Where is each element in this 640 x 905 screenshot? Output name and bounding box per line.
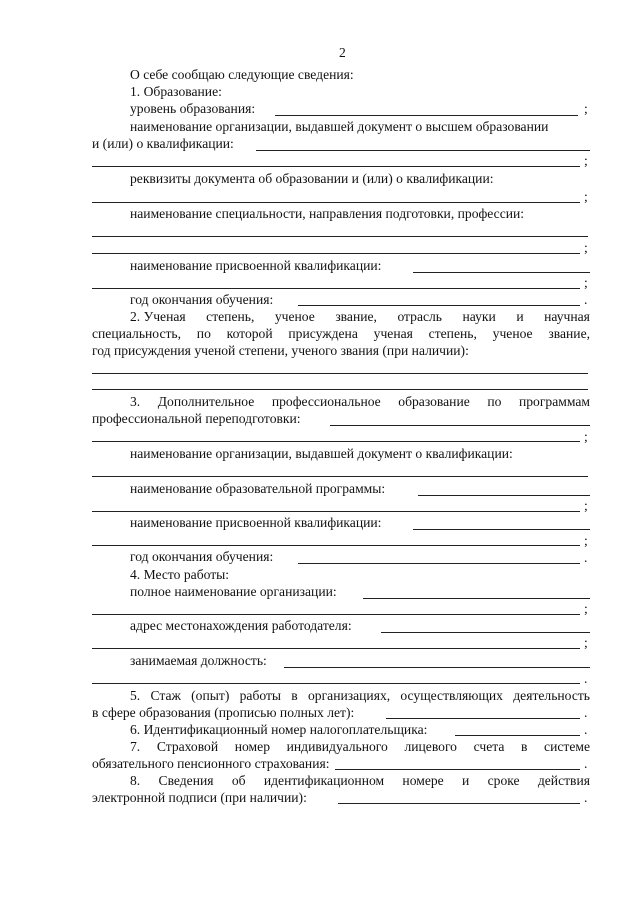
degree-word: и — [516, 309, 524, 324]
period: . — [584, 722, 588, 737]
degree-field[interactable] — [92, 373, 588, 374]
semicolon: ; — [584, 240, 588, 255]
grad-year-field[interactable] — [298, 305, 580, 306]
education-level-field[interactable] — [275, 115, 578, 116]
add-year-field[interactable] — [298, 563, 580, 564]
requisites-field[interactable] — [92, 202, 580, 203]
education-title: 1. Образование: — [130, 84, 222, 99]
degree-word: степень, — [206, 309, 255, 324]
page-number: 2 — [339, 45, 346, 60]
program-field[interactable] — [418, 495, 590, 496]
additional-ed-field[interactable] — [330, 425, 590, 426]
semicolon: ; — [584, 498, 588, 513]
degree-word: звание, — [335, 309, 377, 324]
semicolon: ; — [584, 601, 588, 616]
qualification-field[interactable] — [413, 272, 590, 273]
position-field[interactable] — [284, 667, 590, 668]
add-qualification-field-2[interactable] — [92, 545, 580, 546]
workplace-org-field[interactable] — [363, 598, 590, 599]
inn-field[interactable] — [455, 735, 580, 736]
add-qualification-field[interactable] — [413, 529, 590, 530]
period: . — [584, 292, 588, 307]
semicolon: ; — [584, 189, 588, 204]
additional-ed-line-2: профессиональной переподготовки: — [92, 411, 301, 426]
education-level-label: уровень образования: — [130, 101, 256, 116]
degree-line-3: год присуждения ученой степени, ученого звания (при наличии): — [92, 343, 469, 358]
workplace-org-label: полное наименование организации: — [130, 584, 337, 599]
qualification-field-2[interactable] — [92, 288, 580, 289]
semicolon: ; — [584, 275, 588, 290]
semicolon: ; — [584, 153, 588, 168]
period: . — [584, 790, 588, 805]
snils-line-2: обязательного пенсионного страхования: — [92, 756, 330, 771]
degree-line-1 — [130, 308, 590, 325]
employer-address-label: адрес местонахождения работодателя: — [130, 618, 352, 633]
degree-word: ученое — [274, 309, 315, 324]
degree-word: науки — [462, 309, 496, 324]
workplace-title: 4. Место работы: — [130, 567, 230, 582]
period: . — [584, 550, 588, 565]
inn-label: 6. Идентификационный номер налогоплательщика: — [130, 722, 428, 737]
position-field-2[interactable] — [92, 683, 580, 684]
program-field-2[interactable] — [92, 511, 580, 512]
semicolon: ; — [584, 635, 588, 650]
specialty-label: наименование специальности, направления подготовки, профессии: — [130, 206, 525, 221]
additional-ed-field-2[interactable] — [92, 441, 580, 442]
degree-line-2: специальность, по которой присуждена ученая степень, ученое звание, — [92, 326, 590, 341]
program-label: наименование образовательной программы: — [130, 481, 386, 496]
employer-address-field-2[interactable] — [92, 648, 580, 649]
semicolon: ; — [584, 101, 588, 116]
requisites-label: реквизиты документа об образовании и (или) о квалификации: — [130, 171, 494, 186]
higher-ed-org-field[interactable] — [256, 150, 590, 151]
degree-word: научная — [544, 309, 590, 324]
specialty-field-2[interactable] — [92, 253, 580, 254]
degree-word: 2. Ученая — [130, 309, 186, 324]
add-qualification-label: наименование присвоенной квалификации: — [130, 515, 382, 530]
specialty-field[interactable] — [92, 236, 588, 237]
semicolon: ; — [584, 533, 588, 548]
grad-year-label: год окончания обучения: — [130, 292, 274, 307]
qualification-label: наименование присвоенной квалификации: — [130, 258, 382, 273]
add-org-field[interactable] — [92, 476, 588, 477]
esign-line-2: электронной подписи (при наличии): — [92, 790, 307, 805]
period: . — [584, 671, 588, 686]
snils-line-1: 7. Страховой номер индивидуального лицевого счета в системе — [130, 739, 590, 754]
higher-ed-org-label-b: и (или) о квалификации: — [92, 136, 234, 151]
additional-ed-line-1: 3. Дополнительное профессиональное образование по программам — [130, 394, 590, 409]
degree-word: отрасль — [397, 309, 443, 324]
add-year-label: год окончания обучения: — [130, 549, 274, 564]
experience-line-1: 5. Стаж (опыт) работы в организациях, осуществляющих деятельность — [130, 688, 590, 703]
period: . — [584, 756, 588, 771]
period: . — [584, 705, 588, 720]
semicolon: ; — [584, 429, 588, 444]
add-org-label: наименование организации, выдавшей документ о квалификации: — [130, 446, 513, 461]
workplace-org-field-2[interactable] — [92, 614, 580, 615]
degree-field-2[interactable] — [92, 389, 588, 390]
snils-field[interactable] — [335, 769, 580, 770]
experience-field[interactable] — [386, 718, 580, 719]
position-label: занимаемая должность: — [130, 653, 267, 668]
esign-field[interactable] — [338, 803, 580, 804]
esign-line-1: 8. Сведения об идентификационном номере и сроке действия — [130, 773, 590, 788]
employer-address-field[interactable] — [381, 632, 590, 633]
higher-ed-org-label-a: наименование организации, выдавшей документ о высшем образовании — [130, 119, 549, 134]
experience-line-2: в сфере образования (прописью полных лет): — [92, 705, 355, 720]
intro-text: О себе сообщаю следующие сведения: — [130, 67, 354, 82]
higher-ed-org-field-2[interactable] — [92, 166, 580, 167]
